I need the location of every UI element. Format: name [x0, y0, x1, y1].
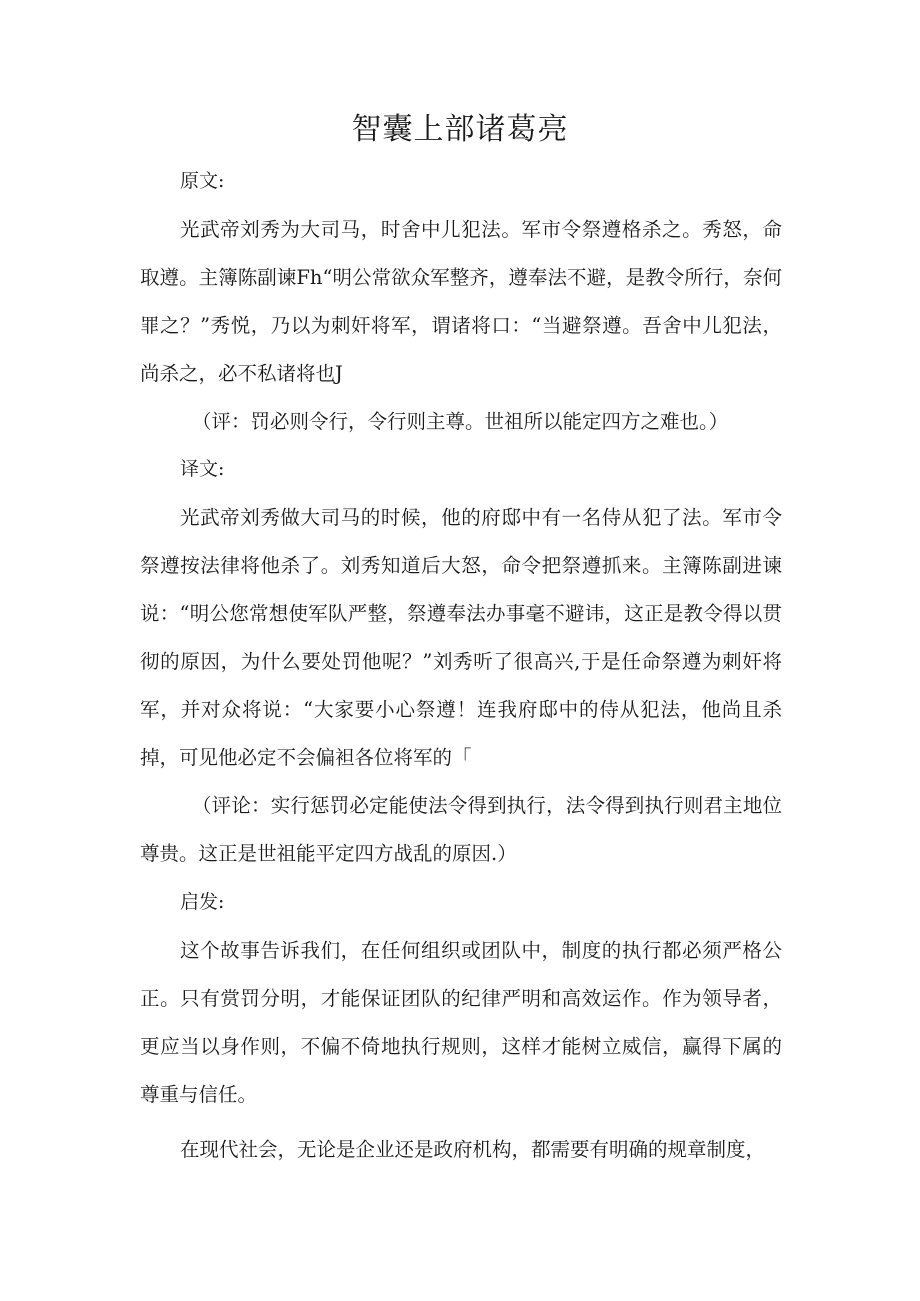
inspiration-label: 启发:	[180, 891, 225, 913]
document-title: 智囊上部诸葛亮	[351, 112, 569, 147]
original-label: 原文:	[180, 170, 225, 192]
translation-label: 译文:	[180, 458, 225, 480]
translation-comment: （评论：实行惩罚必定能使法令得到执行，法令得到执行则君主地位尊贵。这正是世祖能平定四方战乱的原因.）	[140, 794, 782, 865]
original-comment: （评：罚必则令行，令行则主尊。世祖所以能定四方之难也。）	[192, 410, 729, 433]
inspiration-paragraph-1: 这个故事告诉我们，在任何组织或团队中，制度的执行都必须严格公正。只有赏罚分明，才能保证团队的纪律严明和高效运作。作为领导者，更应当以身作则，不偏不倚地执行规则，这样才能树立威信，赢得下属的尊重与信任。	[140, 939, 782, 1106]
original-text: 光武帝刘秀为大司马，时舍中儿犯法。军市令祭遵格杀之。秀怒，命取遵。主簿陈副谏Fh“明公常欲众军整齐，遵奉法不避，是教令所行，奈何罪之？”秀悦，乃以为刺奸将军，谓诸将口：“当避祭遵。吾舍中儿犯法，尚杀之，必不私诸将也J	[140, 218, 782, 385]
translation-text: 光武帝刘秀做大司马的时候，他的府邸中有一名侍从犯了法。军市令祭遵按法律将他杀了。刘秀知道后大怒，命令把祭遵抓来。主簿陈副进谏说：“明公您常想使军队严整，祭遵奉法办事毫不避讳，这正是教令得以贯彻的原因，为什么要处罚他呢？”刘秀听了很高兴,于是任命祭遵为刺奸将军，并对众将说：“大家要小心祭遵！连我府邸中的侍从犯法，他尚且杀掉，可见他必定不会偏袒各位将军的「	[140, 506, 782, 769]
inspiration-paragraph-2: 在现代社会，无论是企业还是政府机构，都需要有明确的规章制度，	[180, 1138, 766, 1161]
